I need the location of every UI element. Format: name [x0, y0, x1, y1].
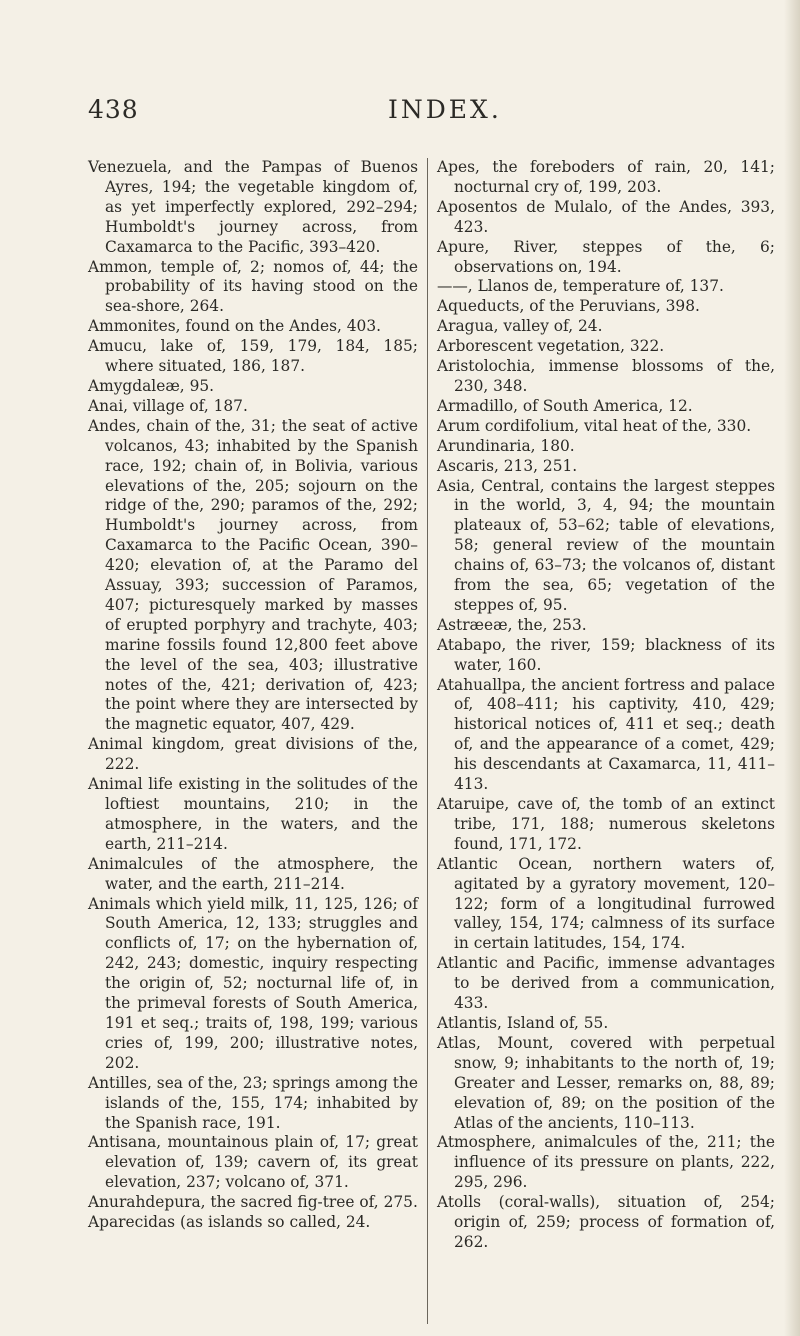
index-entry: Ataruipe, cave of, the tomb of an extinct tribe, 171, 188; numerous skeletons found, 171, 172.: [437, 795, 775, 853]
index-entry: Animal kingdom, great divisions of the, 222.: [88, 735, 418, 774]
index-entry: Amucu, lake of, 159, 179, 184, 185; where situated, 186, 187.: [88, 337, 418, 376]
index-entry: Andes, chain of the, 31; the seat of active volcanos, 43; inhabited by the Spanish race, 192; chain of, in Bolivia, various elevations of the, 205; sojourn on the ridge of the, 290; paramos of the, 292; Humboldt's journey across, from Caxamarca to the Pacific Ocean, 390–420; elevation of, at the Paramo del Assuay, 393; succession of Paramos, 407; picturesquely marked by masses of erupted porphyry and trachyte, 403; marine fossils found 12,800 feet above the level of the sea, 403; illustrative notes of the, 421; derivation of, 423; the point where they are intersected by the magnetic equator, 407, 429.: [88, 416, 418, 734]
index-entry: Aposentos de Mulalo, of the Andes, 393, 423.: [437, 197, 775, 236]
page-number: 438: [88, 95, 139, 124]
index-entry: Animal life existing in the solitudes of the loftiest mountains, 210; in the atmosphere, in the waters, and the earth, 211–214.: [88, 775, 418, 853]
index-entry: Aragua, valley of, 24.: [437, 317, 603, 336]
index-entry: Antisana, mountainous plain of, 17; great elevation of, 139; cavern of, its great elevation, 237; volcano of, 371.: [88, 1133, 418, 1192]
index-entry: Armadillo, of South America, 12.: [437, 396, 693, 415]
index-entry: Atlantic Ocean, northern waters of, agitated by a gyratory movement, 120–122; form of a longitudinal furrowed valley, 154, 174; calmness of its surface in certain latitudes, 154, 174.: [437, 854, 775, 953]
index-entry: Anurahdepura, the sacred fig-tree of, 275.: [88, 1193, 418, 1212]
index-entry: Arum cordifolium, vital heat of the, 330.: [437, 416, 752, 435]
index-entry: Arborescent vegetation, 322.: [437, 337, 665, 356]
index-entry: ——, Llanos de, temperature of, 137.: [437, 277, 724, 296]
index-entry: Antilles, sea of the, 23; springs among the islands of the, 155, 174; inhabited by the Spanish race, 191.: [88, 1073, 418, 1132]
index-entry: Atabapo, the river, 159; blackness of its water, 160.: [437, 635, 775, 674]
index-entry: Apes, the foreboders of rain, 20, 141; nocturnal cry of, 199, 203.: [437, 158, 775, 196]
index-entry: Venezuela, and the Pampas of Buenos Ayres, 194; the vegetable kingdom of, as yet imperfectly explored, 292–294; Humboldt's journey across, from Caxamarca to the Pacific, 393–420.: [88, 158, 418, 256]
page-edge-shadow: [784, 0, 800, 1336]
index-column-right: [437, 158, 775, 1253]
index-entry: Ammon, temple of, 2; nomos of, 44; the probability of its having stood on the sea-shore, 264.: [88, 257, 418, 316]
index-entry: Aristolochia, immense blossoms of the, 230, 348.: [437, 357, 775, 395]
index-entry: Aparecidas (as islands so called, 24.: [88, 1213, 371, 1232]
column-divider: [427, 158, 428, 1324]
index-entry: Atahuallpa, the ancient fortress and palace of, 408–411; his captivity, 410, 429; historical notices of, 411 et seq.; death of, and the appearance of a comet, 429; his descendants at Caxamarca, 11, 411–413.: [437, 675, 775, 794]
index-entry: Animals which yield milk, 11, 125, 126; of South America, 12, 133; struggles and conflicts of, 17; on the hybernation of, 242, 243; domestic, inquiry respecting the origin of, 52; nocturnal life of, in the primeval forests of South America, 191 et seq.; traits of, 198, 199; various cries of, 199, 200; illustrative notes, 202.: [88, 894, 418, 1072]
index-column-left: [88, 158, 418, 1233]
index-entry: Asia, Central, contains the largest steppes in the world, 3, 4, 94; the mountain plateaux of, 53–62; table of elevations, 58; general review of the mountain chains of, 63–73; the volcanos of, distant from the sea, 65; vegetation of the steppes of, 95.: [437, 476, 775, 614]
page-title: INDEX.: [388, 95, 502, 124]
index-entry: Atlantis, Island of, 55.: [437, 1013, 609, 1032]
index-entry: Amygdaleæ, 95.: [88, 376, 215, 395]
index-entry: Ammonites, found on the Andes, 403.: [88, 317, 382, 336]
index-entry: Animalcules of the atmosphere, the water, and the earth, 211–214.: [88, 854, 418, 893]
index-entry: Apure, River, steppes of the, 6; observations on, 194.: [437, 237, 775, 276]
index-entry: Atlantic and Pacific, immense advantages to be derived from a communication, 433.: [437, 954, 775, 1013]
index-entry: Aqueducts, of the Peruvians, 398.: [437, 297, 700, 316]
index-entry: Anai, village of, 187.: [88, 396, 248, 415]
index-entry: Astræeæ, the, 253.: [437, 615, 587, 634]
running-head: [88, 95, 698, 131]
index-entry: Ascaris, 213, 251.: [437, 456, 578, 475]
index-entry: Arundinaria, 180.: [437, 436, 575, 455]
index-entry: Atlas, Mount, covered with perpetual snow, 9; inhabitants to the north of, 19; Greater and Lesser, remarks on, 88, 89; elevation of, 89; on the position of the Atlas of the ancients, 110–113.: [437, 1033, 775, 1132]
index-entry: Atmosphere, animalcules of the, 211; the influence of its pressure on plants, 222, 295, 296.: [437, 1133, 775, 1192]
index-entry: Atolls (coral-walls), situation of, 254; origin of, 259; process of formation of, 262.: [437, 1193, 775, 1251]
